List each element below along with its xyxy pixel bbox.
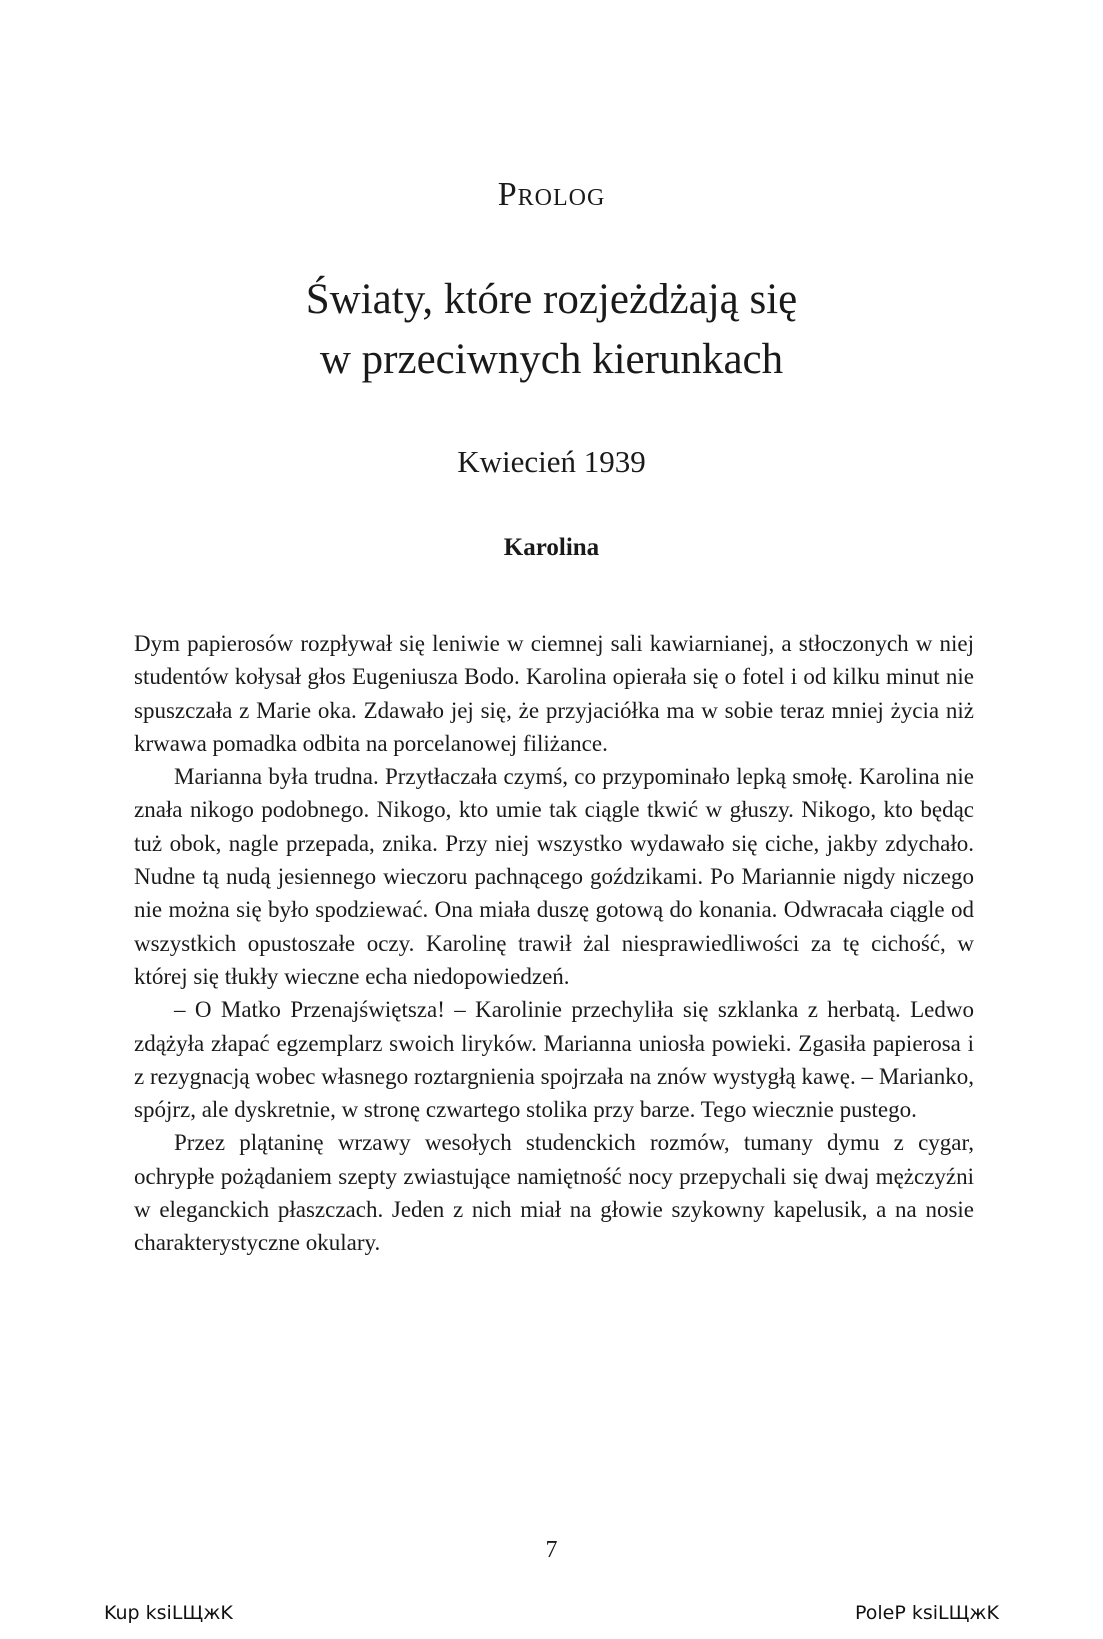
- date-heading: Kwiecień 1939: [457, 444, 646, 479]
- section-heading: Karolina: [503, 534, 600, 561]
- paragraph: Przez plątaninę wrzawy wesołych studenckich rozmów, tumany dymu z cygar, ochrypłe pożądaniem szepty zwiastujące namiętność nocy przepychali się dwaj mężczyźni w eleganckich płaszczach. Jeden z nich miał na głowie szykowny kapelusik, a na nosie charakterystyczne okulary.: [134, 1130, 974, 1256]
- buy-book-link[interactable]: Kup ksiLЩжK: [104, 1602, 233, 1624]
- recommend-book-link[interactable]: PoleP ksiLЩжK: [855, 1602, 999, 1624]
- paragraph: – O Matko Przenajświętsza! – Karolinie przechyliła się szklanka z herbatą. Ledwo zdążyła złapać egzemplarz swoich liryków. Marianna uniosła powieki. Zgasiła papierosa i z rezygnacją wobec własnego roztargnienia spojrzała na znów wystygłą kawę. – Marianko, spójrz, ale dyskretnie, w stronę czwartego stolika przy barze. Tego wiecznie pustego.: [134, 997, 974, 1123]
- chapter-label: Prolog: [497, 176, 606, 213]
- paragraph: Dym papierosów rozpływał się leniwie w ciemnej sali kawiarnianej, a stłoczonych w niej studentów kołysał głos Eugeniusza Bodo. Karolina opierała się o fotel i od kilku minut nie spuszczała z Marie oka. Zdawało jej się, że przyjaciółka ma w sobie teraz mniej życia niż krwawa pomadka odbita na porcelanowej filiżance.: [134, 631, 974, 756]
- chapter-title-line-2: w przeciwnych kierunkach: [319, 336, 784, 383]
- chapter-title-line-1: Światy, które rozjeżdżają się: [305, 276, 798, 323]
- paragraph: Marianna była trudna. Przytłaczała czymś, co przypominało lepką smołę. Karolina nie znała nikogo podobnego. Nikogo, kto umie tak ciągle tkwić w głuszy. Nikogo, kto będąc tuż obok, nagle przepada, znika. Przy niej wszystko wydawało się ciche, jakby zdychało. Nudne tą nudą jesiennego wieczoru pachnącego goździkami. Po Mariannie nigdy niczego nie można się było spodziewać. Ona miała duszę gotową do konania. Odwracała ciągle od wszystkich opustoszałe oczy. Karolinę trawił żal niesprawiedliwości za tę cichość, w której się tłukły wieczne echa niedopowiedzeń.: [134, 764, 974, 989]
- chapter-title: [0, 270, 1103, 390]
- page-number: 7: [545, 1537, 558, 1563]
- body-text: [134, 627, 974, 1260]
